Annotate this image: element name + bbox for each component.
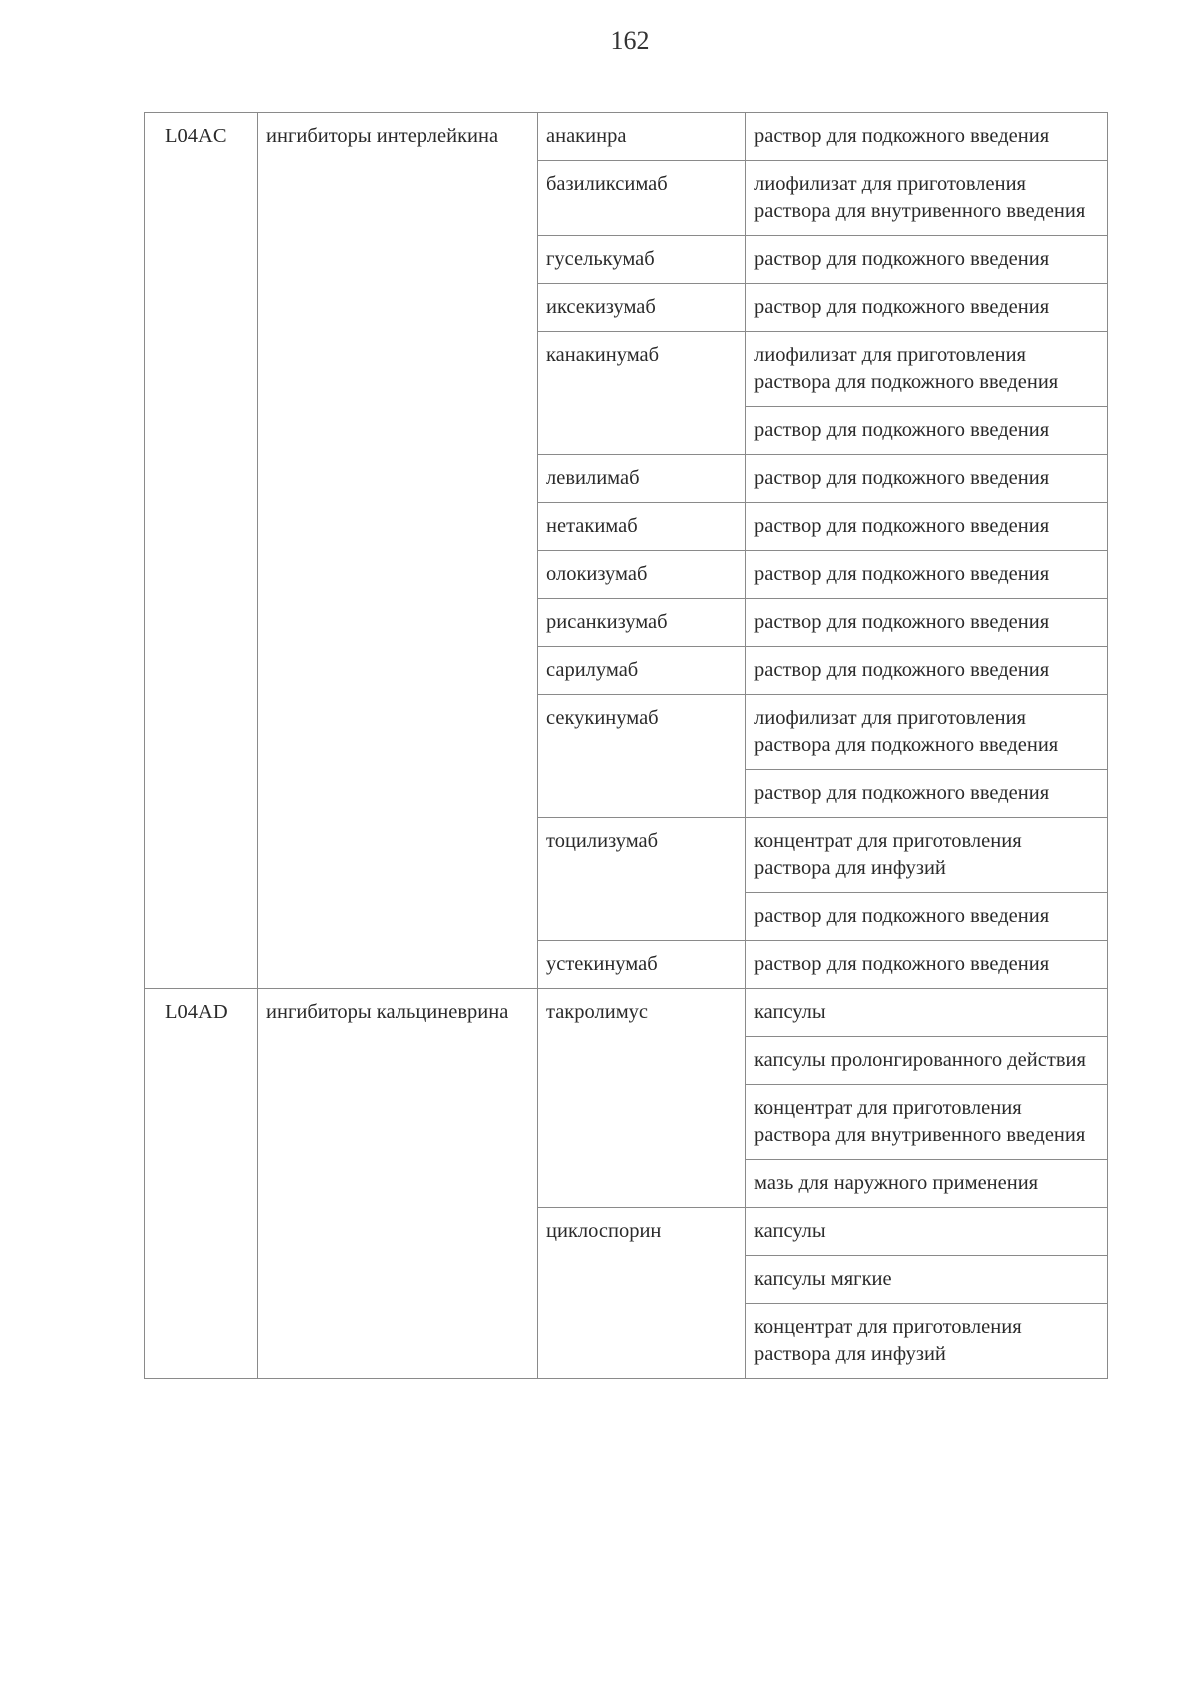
page-number: 162 — [610, 26, 650, 55]
drug-name-cell: базиликсимаб — [538, 161, 746, 236]
drug-name-cell: такролимус — [538, 989, 746, 1208]
drug-name-cell: сарилумаб — [538, 647, 746, 695]
table-row — [145, 989, 1108, 1037]
drug-name-cell: нетакимаб — [538, 503, 746, 551]
dosage-form-cell: раствор для подкожного введения — [746, 599, 1108, 647]
drug-name-cell: канакинумаб — [538, 332, 746, 455]
dosage-form-cell: концентрат для приготовления раствора для инфузий — [746, 1304, 1108, 1379]
dosage-form-cell: мазь для наружного применения — [746, 1160, 1108, 1208]
drug-name-cell: иксекизумаб — [538, 284, 746, 332]
dosage-form-cell: раствор для подкожного введения — [746, 770, 1108, 818]
dosage-form-cell: лиофилизат для приготовления раствора для внутривенного введения — [746, 161, 1108, 236]
dosage-form-cell: лиофилизат для приготовления раствора для подкожного введения — [746, 332, 1108, 407]
table-row — [145, 113, 1108, 161]
group-name-cell: ингибиторы интерлейкина — [258, 113, 538, 989]
drug-name-cell: тоцилизумаб — [538, 818, 746, 941]
dosage-form-cell: раствор для подкожного введения — [746, 941, 1108, 989]
dosage-form-cell: капсулы мягкие — [746, 1256, 1108, 1304]
dosage-form-cell: капсулы пролонгированного действия — [746, 1037, 1108, 1085]
dosage-form-cell: раствор для подкожного введения — [746, 503, 1108, 551]
drug-name-cell: устекинумаб — [538, 941, 746, 989]
group-name-cell: ингибиторы кальциневрина — [258, 989, 538, 1379]
drug-name-cell: левилимаб — [538, 455, 746, 503]
dosage-form-cell: раствор для подкожного введения — [746, 407, 1108, 455]
dosage-form-cell: капсулы — [746, 1208, 1108, 1256]
atc-code-cell: L04AC — [145, 113, 258, 989]
dosage-form-cell: концентрат для приготовления раствора для инфузий — [746, 818, 1108, 893]
drug-name-cell: циклоспорин — [538, 1208, 746, 1379]
dosage-form-cell: раствор для подкожного введения — [746, 893, 1108, 941]
drug-name-cell: анакинра — [538, 113, 746, 161]
dosage-form-cell: раствор для подкожного введения — [746, 284, 1108, 332]
dosage-form-cell: раствор для подкожного введения — [746, 647, 1108, 695]
dosage-form-cell: раствор для подкожного введения — [746, 236, 1108, 284]
drug-name-cell: секукинумаб — [538, 695, 746, 818]
dosage-form-cell: раствор для подкожного введения — [746, 455, 1108, 503]
drug-name-cell: олокизумаб — [538, 551, 746, 599]
dosage-form-cell: лиофилизат для приготовления раствора для подкожного введения — [746, 695, 1108, 770]
atc-code-cell: L04AD — [145, 989, 258, 1379]
dosage-form-cell: раствор для подкожного введения — [746, 113, 1108, 161]
drug-name-cell: гуселькумаб — [538, 236, 746, 284]
drug-table — [144, 112, 1108, 1379]
drug-table-body — [145, 113, 1108, 1379]
dosage-form-cell: капсулы — [746, 989, 1108, 1037]
dosage-form-cell: раствор для подкожного введения — [746, 551, 1108, 599]
dosage-form-cell: концентрат для приготовления раствора для внутривенного введения — [746, 1085, 1108, 1160]
drug-name-cell: рисанкизумаб — [538, 599, 746, 647]
